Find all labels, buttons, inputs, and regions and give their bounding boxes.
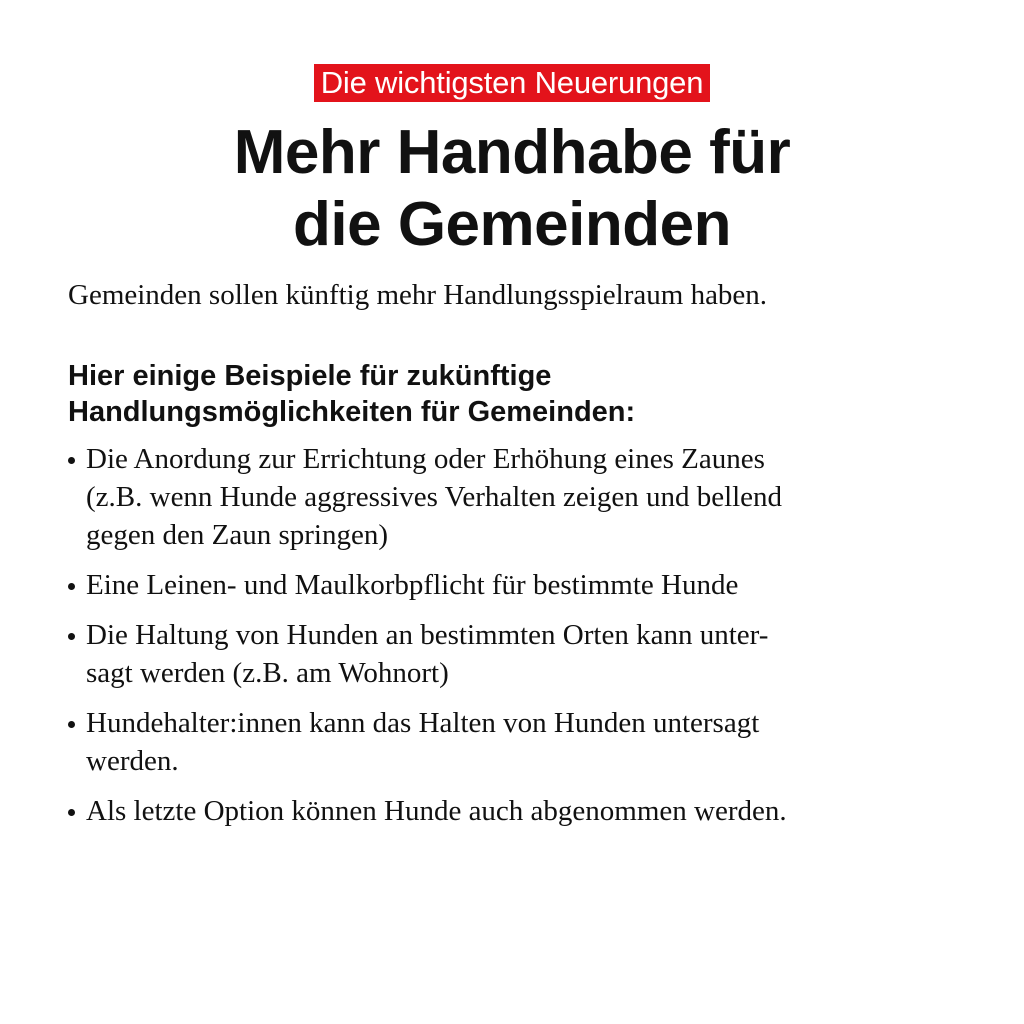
list-item-line: Die Haltung von Hunden an bestimmten Orten kann unter- (86, 619, 769, 651)
bullet-icon (68, 633, 75, 640)
kicker-container (0, 64, 1024, 102)
subheading-line: Hier einige Beispiele für zukünftige (68, 360, 552, 392)
kicker-label: Die wichtigsten Neuerungen (314, 64, 711, 102)
headline-line: die Gemeinden (293, 190, 731, 259)
list-item (68, 440, 948, 554)
bullet-list (68, 440, 948, 842)
bullet-icon (68, 721, 75, 728)
list-item-line: Die Anordung zur Errichtung oder Erhöhung eines Zaunes (86, 443, 765, 475)
list-item-line: Eine Leinen- und Maulkorbpflicht für bestimmte Hunde (86, 569, 739, 601)
subheading-line: Handlungsmöglichkeiten für Gemeinden: (68, 396, 636, 428)
list-item-line: Hundehalter:innen kann das Halten von Hunden untersagt (86, 707, 760, 739)
list-item (68, 704, 948, 780)
list-item (68, 616, 948, 692)
subheading (68, 358, 968, 430)
list-item (68, 792, 948, 830)
bullet-icon (68, 809, 75, 816)
list-item-line: Als letzte Option können Hunde auch abgenommen werden. (86, 795, 787, 827)
intro-text: Gemeinden sollen künftig mehr Handlungsspielraum haben. (68, 279, 768, 311)
headline (0, 117, 1024, 261)
bullet-icon (68, 457, 75, 464)
list-item-line: (z.B. wenn Hunde aggressives Verhalten zeigen und bellend (86, 481, 783, 513)
bullet-icon (68, 583, 75, 590)
list-item-line: gegen den Zaun springen) (86, 519, 388, 551)
headline-line: Mehr Handhabe für (233, 118, 791, 187)
list-item (68, 566, 948, 604)
list-item-line: werden. (86, 745, 179, 777)
list-item-line: sagt werden (z.B. am Wohnort) (86, 657, 449, 689)
